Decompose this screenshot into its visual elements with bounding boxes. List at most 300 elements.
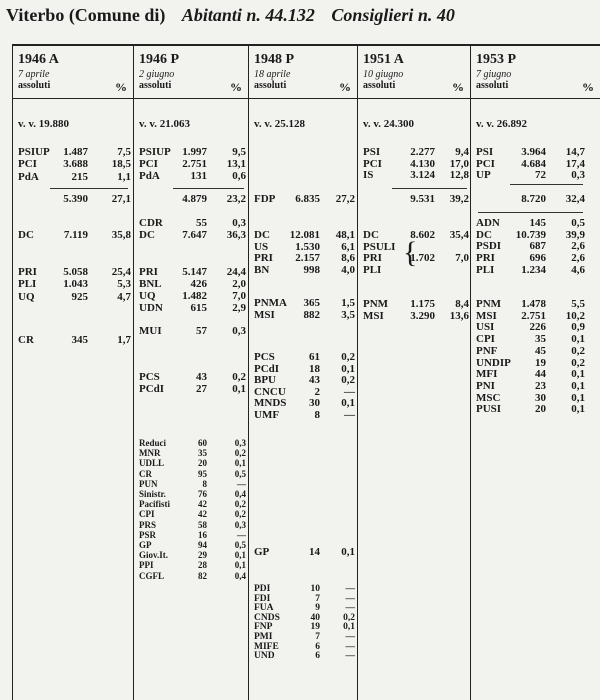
- party-percent: 6,1: [341, 240, 355, 253]
- party-name: PSIUP: [18, 146, 50, 158]
- party-percent: 0,2: [571, 344, 585, 357]
- party-percent: 35,4: [449, 229, 469, 241]
- party-row: [476, 146, 596, 158]
- party-row: [18, 171, 129, 183]
- party-name: IS: [363, 169, 374, 182]
- party-percent: 0,2: [343, 612, 355, 623]
- party-row: [254, 594, 353, 604]
- subtotal-line: [510, 184, 583, 185]
- party-row: [18, 278, 129, 290]
- party-name: BNL: [139, 278, 162, 290]
- party-votes: 61: [309, 351, 320, 363]
- party-percent: 4,6: [571, 263, 585, 276]
- municipality-title: Viterbo (Comune di): [6, 5, 166, 25]
- party-row: [363, 298, 469, 310]
- party-row: [139, 479, 244, 489]
- party-name: MSI: [476, 309, 497, 322]
- party-row: [254, 622, 353, 632]
- party-votes: 6: [315, 651, 320, 662]
- column-date: 7 giugno: [476, 69, 512, 80]
- party-row: [363, 157, 469, 170]
- party-row: [139, 509, 244, 519]
- party-votes: 7.647: [182, 229, 207, 241]
- party-votes: 43: [309, 374, 320, 387]
- party-row: [476, 252, 596, 264]
- party-row: [18, 291, 129, 303]
- party-percent: 23,2: [226, 193, 246, 205]
- party-name: MFI: [476, 368, 498, 381]
- party-votes: 43: [196, 371, 207, 383]
- party-percent: —: [345, 584, 355, 594]
- party-percent: 24,4: [226, 266, 246, 278]
- party-name: PNMA: [254, 297, 287, 309]
- party-votes: 1.043: [63, 278, 88, 291]
- party-row: [363, 309, 469, 322]
- party-name: PCS: [139, 371, 160, 383]
- party-name: CR: [139, 468, 152, 479]
- party-votes: 1.175: [410, 298, 435, 310]
- party-votes: 20: [198, 458, 207, 469]
- party-percent: 2,9: [232, 302, 246, 314]
- party-row: [139, 325, 244, 337]
- party-votes: 2.751: [521, 309, 546, 322]
- party-row: [476, 169, 596, 181]
- party-row: [254, 613, 353, 623]
- party-percent: 1,1: [117, 170, 131, 183]
- party-percent: 25,4: [111, 266, 131, 278]
- party-votes: 1.702: [410, 252, 435, 265]
- party-row: [139, 290, 244, 302]
- party-percent: 0,5: [571, 217, 585, 229]
- party-name: PdA: [139, 170, 160, 182]
- party-percent: 0,1: [341, 546, 355, 558]
- party-name: Pacifisti: [139, 499, 170, 510]
- party-row: [18, 146, 129, 158]
- party-name: UDN: [139, 302, 163, 314]
- party-votes: 7.119: [63, 229, 88, 241]
- party-percent: —: [345, 632, 355, 642]
- party-votes: 72: [535, 169, 546, 182]
- column-divider: [470, 44, 471, 700]
- party-name: CR: [18, 334, 34, 346]
- party-row: [139, 302, 244, 314]
- party-name: PSI: [476, 146, 494, 158]
- party-votes: 8.602: [410, 229, 435, 241]
- absolute-label: assoluti: [363, 80, 396, 91]
- party-percent: 0,1: [571, 333, 585, 346]
- party-name: CDR: [139, 217, 163, 229]
- header-divider: [12, 98, 600, 99]
- subtotal-line: [173, 188, 244, 189]
- party-name: CPI: [139, 509, 155, 520]
- party-votes: 687: [529, 240, 546, 253]
- party-row: [139, 371, 244, 383]
- valid-votes: v. v. 24.300: [363, 118, 415, 130]
- party-row: [139, 217, 244, 229]
- column-date: 7 aprile: [18, 69, 50, 80]
- party-row: [476, 345, 596, 357]
- party-name: UND: [254, 651, 275, 662]
- party-votes: 42: [198, 509, 207, 520]
- party-votes: 58: [198, 519, 207, 530]
- party-percent: 0,1: [234, 550, 246, 561]
- party-percent: 0,1: [232, 383, 246, 395]
- party-name: ADN: [476, 217, 500, 229]
- party-row: [254, 363, 353, 375]
- party-percent: 0,4: [234, 489, 246, 499]
- party-row: [363, 146, 469, 158]
- party-percent: 7,0: [232, 290, 246, 302]
- party-votes: 28: [198, 560, 207, 571]
- party-name: FDP: [254, 193, 276, 205]
- party-percent: 0,9: [571, 321, 585, 334]
- table-top-border: [12, 44, 600, 46]
- percent-label: %: [115, 80, 127, 94]
- party-percent: 18,5: [111, 158, 131, 171]
- party-name: CGFL: [139, 570, 165, 581]
- party-percent: 0,1: [571, 403, 585, 416]
- party-name: BN: [254, 263, 270, 276]
- party-name: PPI: [139, 560, 154, 571]
- party-percent: 0,2: [341, 374, 355, 387]
- party-votes: 60: [198, 438, 207, 448]
- party-votes: 7: [315, 632, 320, 642]
- party-row: [254, 651, 353, 661]
- party-percent: 10,2: [565, 309, 585, 322]
- party-percent: —: [237, 529, 246, 540]
- party-row: [139, 266, 244, 278]
- party-name: PDI: [254, 584, 271, 594]
- party-row: [139, 520, 244, 530]
- party-votes: 1.478: [521, 298, 546, 310]
- party-votes: 696: [529, 252, 546, 265]
- party-percent: —: [345, 603, 355, 614]
- party-name: Reduci: [139, 438, 166, 448]
- party-votes: 5.058: [63, 266, 88, 278]
- party-percent: 0,1: [341, 362, 355, 375]
- absolute-label: assoluti: [476, 80, 509, 91]
- party-row: [476, 158, 596, 170]
- party-row: [254, 632, 353, 642]
- party-percent: 0,1: [234, 560, 246, 571]
- party-row: [254, 241, 353, 253]
- party-name: PUSI: [476, 403, 502, 416]
- party-row: [18, 266, 129, 278]
- party-name: PNM: [476, 298, 502, 310]
- party-row: [476, 321, 596, 333]
- party-votes: 131: [190, 170, 207, 182]
- party-name: Giov.It.: [139, 550, 169, 561]
- party-name: MNDS: [254, 397, 287, 410]
- party-percent: 0,1: [341, 397, 355, 410]
- party-percent: 27,2: [335, 193, 355, 205]
- party-percent: 0,4: [234, 570, 246, 581]
- party-percent: 48,1: [335, 229, 355, 241]
- party-votes: 55: [196, 217, 207, 229]
- party-votes: 215: [71, 170, 88, 183]
- party-row: [476, 333, 596, 345]
- party-name: PLI: [363, 263, 382, 276]
- party-row: [139, 560, 244, 570]
- party-percent: 0,3: [232, 217, 246, 229]
- party-name: PSIUP: [139, 146, 171, 158]
- party-name: DC: [476, 228, 492, 241]
- party-percent: 2,0: [232, 278, 246, 290]
- party-name: PNM: [363, 298, 389, 310]
- party-votes: 4.879: [182, 193, 207, 205]
- party-row: [139, 499, 244, 509]
- party-name: PCI: [363, 157, 382, 170]
- party-name: PCI: [476, 157, 495, 170]
- party-votes: 8: [314, 409, 320, 421]
- party-name: DC: [139, 229, 155, 241]
- party-row: [254, 386, 353, 398]
- party-percent: 0,1: [571, 379, 585, 392]
- party-votes: 5.147: [182, 266, 207, 278]
- column-year: 1946 P: [139, 52, 180, 67]
- party-row: [254, 252, 353, 264]
- party-percent: 3,5: [341, 308, 355, 321]
- party-name: Sinistr.: [139, 489, 166, 499]
- party-percent: 0,1: [571, 368, 585, 381]
- party-row: [476, 310, 596, 322]
- absolute-label: assoluti: [254, 80, 287, 91]
- party-name: MIFE: [254, 641, 279, 652]
- party-row: [139, 550, 244, 560]
- party-percent: 5,3: [117, 278, 131, 291]
- party-percent: —: [344, 385, 355, 398]
- party-row: [254, 193, 353, 205]
- party-row: [476, 368, 596, 380]
- party-row: [139, 229, 244, 241]
- party-percent: 12,8: [449, 169, 469, 182]
- party-votes: 6: [315, 641, 320, 652]
- party-row: [139, 383, 244, 395]
- party-votes: 82: [198, 570, 207, 581]
- party-row: [139, 469, 244, 479]
- party-row: [18, 158, 129, 170]
- party-name: PCI: [139, 158, 158, 170]
- column-year: 1946 A: [18, 52, 59, 67]
- party-votes: 7: [315, 593, 320, 604]
- party-name: GP: [254, 546, 270, 558]
- party-name: UNDIP: [476, 356, 511, 369]
- party-row: [476, 403, 596, 415]
- party-name: CNCU: [254, 385, 286, 398]
- party-percent: 0,2: [341, 351, 355, 363]
- brace-mark: {: [403, 236, 418, 269]
- party-name: PLI: [476, 263, 495, 276]
- party-votes: 14: [309, 546, 320, 558]
- party-votes: 76: [198, 489, 207, 499]
- party-votes: 3.124: [410, 169, 435, 182]
- party-name: PRS: [139, 519, 157, 530]
- party-row: [139, 540, 244, 550]
- party-votes: 44: [535, 368, 546, 381]
- party-votes: 40: [310, 612, 320, 623]
- party-votes: 16: [198, 529, 207, 540]
- party-name: PCdI: [254, 362, 280, 375]
- party-row: [18, 229, 129, 241]
- party-percent: 8,4: [455, 298, 469, 310]
- party-votes: 9: [315, 603, 320, 614]
- party-percent: 4,7: [117, 290, 131, 303]
- party-row: [476, 193, 596, 205]
- party-row: [476, 240, 596, 252]
- party-votes: 10.739: [515, 228, 546, 241]
- party-percent: 5,5: [571, 298, 585, 310]
- party-votes: 94: [198, 540, 207, 550]
- party-votes: 23: [535, 379, 546, 392]
- party-percent: 27,1: [111, 193, 131, 205]
- party-votes: 3.688: [63, 158, 88, 171]
- party-name: UDLL: [139, 458, 165, 469]
- party-name: BPU: [254, 374, 276, 387]
- party-votes: 925: [71, 290, 88, 303]
- party-votes: 10: [310, 584, 320, 594]
- party-votes: 8: [202, 478, 207, 489]
- party-name: UQ: [18, 290, 35, 303]
- party-votes: 2.157: [295, 252, 320, 265]
- party-votes: 95: [198, 468, 207, 479]
- party-percent: 39,9: [565, 228, 585, 241]
- party-votes: 29: [198, 550, 207, 561]
- party-name: UMF: [254, 409, 280, 421]
- party-row: [254, 297, 353, 309]
- party-votes: 2.751: [182, 158, 207, 170]
- party-row: [18, 193, 129, 205]
- party-percent: —: [344, 409, 355, 421]
- party-percent: 0,3: [232, 325, 246, 337]
- party-row: [139, 458, 244, 468]
- party-row: [139, 193, 244, 205]
- party-row: [18, 334, 129, 346]
- party-row: [254, 374, 353, 386]
- party-percent: 13,1: [226, 158, 246, 170]
- party-row: [139, 278, 244, 290]
- party-name: PLI: [18, 278, 37, 291]
- party-votes: 9.531: [410, 193, 435, 205]
- party-row: [363, 169, 469, 182]
- subtotal-line: [392, 188, 467, 189]
- party-name: GP: [139, 540, 152, 550]
- party-name: US: [254, 240, 269, 253]
- party-row: [476, 217, 596, 229]
- party-name: MUI: [139, 325, 162, 337]
- party-name: CPI: [476, 333, 495, 346]
- valid-votes: v. v. 25.128: [254, 118, 306, 130]
- party-name: FDI: [254, 593, 271, 604]
- party-percent: 1,7: [117, 334, 131, 346]
- party-name: PNF: [476, 344, 498, 357]
- valid-votes: v. v. 21.063: [139, 118, 191, 130]
- party-name: PdA: [18, 170, 39, 183]
- party-votes: 8.720: [521, 193, 546, 205]
- column-year: 1951 A: [363, 52, 404, 67]
- party-percent: 0,2: [232, 371, 246, 383]
- party-percent: 2,6: [571, 240, 585, 253]
- party-name: MSC: [476, 391, 501, 404]
- party-votes: 145: [529, 217, 546, 229]
- party-row: [139, 489, 244, 499]
- party-name: PCdI: [139, 383, 165, 395]
- column-year: 1948 P: [254, 52, 295, 67]
- party-percent: 0,2: [571, 356, 585, 369]
- party-name: PRI: [254, 252, 273, 265]
- party-votes: 42: [198, 499, 207, 510]
- percent-label: %: [582, 80, 594, 94]
- party-percent: 0,3: [234, 438, 246, 448]
- party-percent: 0,5: [234, 468, 246, 479]
- party-row: [139, 146, 244, 158]
- party-percent: —: [345, 593, 355, 604]
- party-name: PMI: [254, 632, 273, 642]
- column-divider: [12, 44, 13, 700]
- party-percent: 0,2: [234, 448, 246, 459]
- party-name: PUN: [139, 478, 158, 489]
- party-name: PSULI: [363, 240, 396, 253]
- party-votes: 27: [196, 383, 207, 395]
- party-row: [254, 603, 353, 613]
- party-votes: 20: [535, 403, 546, 416]
- party-percent: —: [345, 641, 355, 652]
- party-row: [476, 264, 596, 276]
- party-votes: 5.390: [63, 193, 88, 205]
- subtotal-line: [478, 212, 583, 213]
- party-name: FUA: [254, 603, 274, 614]
- party-percent: 0,2: [234, 499, 246, 510]
- party-name: UQ: [139, 290, 156, 302]
- party-row: [476, 298, 596, 310]
- party-percent: 8,6: [341, 252, 355, 265]
- party-votes: 2: [314, 385, 320, 398]
- valid-votes: v. v. 26.892: [476, 118, 528, 130]
- party-name: PSI: [363, 146, 381, 158]
- party-percent: 4,0: [341, 263, 355, 276]
- party-votes: 30: [535, 391, 546, 404]
- party-votes: 345: [71, 334, 88, 346]
- party-percent: 7,5: [117, 146, 131, 158]
- party-row: [139, 438, 244, 448]
- column-year: 1953 P: [476, 52, 517, 67]
- party-votes: 615: [190, 302, 207, 314]
- party-name: PRI: [139, 266, 158, 278]
- party-name: DC: [254, 229, 270, 241]
- subtotal-line: [50, 188, 128, 189]
- party-percent: 0,5: [234, 540, 246, 550]
- party-row: [254, 546, 353, 558]
- party-name: USI: [476, 321, 495, 334]
- percent-label: %: [230, 80, 242, 94]
- party-percent: 0,6: [232, 170, 246, 182]
- party-votes: 1.530: [295, 240, 320, 253]
- party-votes: 19: [310, 622, 320, 633]
- party-row: [139, 571, 244, 581]
- party-votes: 3.964: [521, 146, 546, 158]
- absolute-label: assoluti: [18, 80, 51, 91]
- party-row: [476, 229, 596, 241]
- party-votes: 226: [529, 321, 546, 334]
- party-votes: 57: [196, 325, 207, 337]
- party-votes: 2.277: [410, 146, 435, 158]
- party-percent: 0,1: [234, 458, 246, 469]
- party-percent: 1,5: [341, 297, 355, 309]
- valid-votes: v. v. 19.880: [18, 118, 70, 130]
- party-name: PCS: [254, 351, 275, 363]
- absolute-label: assoluti: [139, 80, 172, 91]
- party-name: PCI: [18, 158, 37, 171]
- party-row: [254, 351, 353, 363]
